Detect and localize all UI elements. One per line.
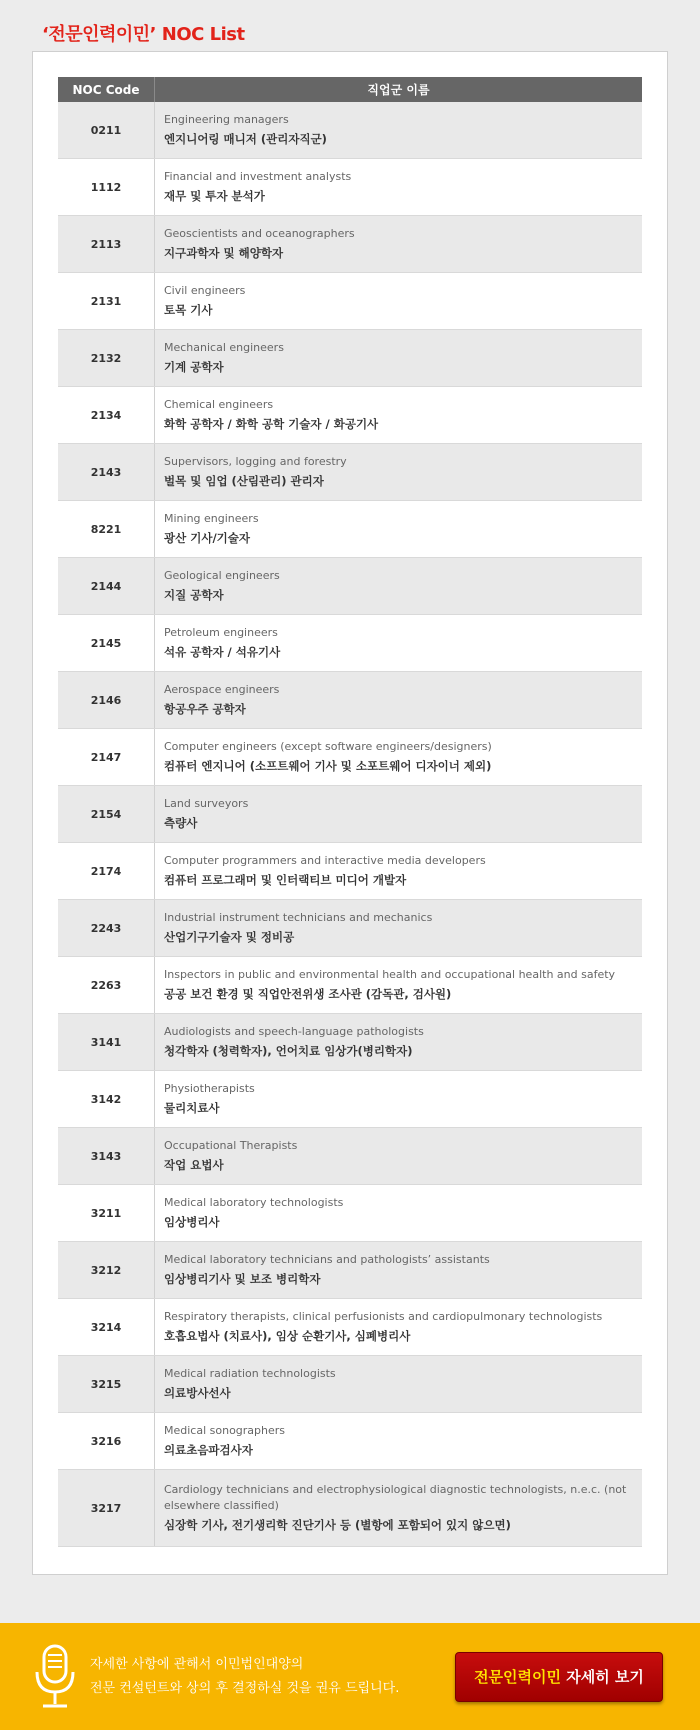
occupation-english-name: Mechanical engineers [164,340,284,354]
table-row [58,615,642,672]
occupation-korean-name: 의료방사선사 [164,1385,231,1400]
occupation-name-cell [155,843,643,900]
noc-code-cell: 3212 [58,1242,155,1299]
occupation-korean-name: 호흡요법사 (치료사), 임상 순환기사, 심폐병리사 [164,1328,411,1343]
occupation-english-name: Medical sonographers [164,1423,286,1437]
occupation-name-cell [155,615,643,672]
noc-code-cell: 2132 [58,330,155,387]
footer-message [90,1653,399,1701]
occupation-korean-name: 임상병리기사 및 보조 병리학자 [164,1271,321,1286]
noc-code-cell: 3217 [58,1470,155,1547]
occupation-name-cell [155,1128,643,1185]
table-row [58,729,642,786]
table-row [58,1356,642,1413]
occupation-korean-name: 의료초음파검사자 [164,1442,253,1457]
occupation-name-cell [155,159,643,216]
occupation-english-name: Audiologists and speech-language pathologists [164,1024,424,1038]
occupation-name-cell [155,1413,643,1470]
occupation-name-cell [155,330,643,387]
table-row [58,1470,642,1547]
occupation-english-name: Respiratory therapists, clinical perfusionists and cardiopulmonary technologists [164,1309,603,1323]
occupation-korean-name: 청각학자 (청력학자), 언어치료 임상가(병리학자) [164,1043,413,1058]
noc-code-cell: 3143 [58,1128,155,1185]
occupation-name-cell [155,444,643,501]
occupation-korean-name: 컴퓨터 프로그래머 및 인터랙티브 미디어 개발자 [164,872,407,887]
occupation-name-cell [155,900,643,957]
occupation-korean-name: 석유 공학자 / 석유기사 [164,644,281,659]
occupation-korean-name: 항공우주 공학자 [164,701,246,716]
occupation-korean-name: 토목 기사 [164,302,213,317]
occupation-english-name: Inspectors in public and environmental health and occupational health and safety [164,967,616,981]
noc-code-cell: 2146 [58,672,155,729]
microphone-icon [33,1644,77,1714]
occupation-korean-name: 재무 및 투자 분석가 [164,188,265,203]
occupation-name-cell [155,102,643,159]
noc-code-cell: 2243 [58,900,155,957]
occupation-english-name: Computer programmers and interactive media developers [164,853,486,867]
occupation-english-name: Mining engineers [164,511,259,525]
occupation-english-name: Physiotherapists [164,1081,255,1095]
table-row [58,159,642,216]
table-row [58,672,642,729]
noc-code-cell: 3211 [58,1185,155,1242]
occupation-name-cell [155,1071,643,1128]
occupation-name-cell [155,786,643,843]
footer-message-line2: 전문 컨설턴트와 상의 후 결정하실 것을 권유 드립니다. [90,1681,400,1696]
noc-code-cell: 2263 [58,957,155,1014]
occupation-english-name: Medical radiation technologists [164,1366,336,1380]
occupation-name-cell [155,729,643,786]
noc-code-cell: 8221 [58,501,155,558]
occupation-english-name: Cardiology technicians and electrophysiological diagnostic technologists, n.e.c. (not elsewhere classified) [164,1482,627,1512]
noc-code-cell: 2147 [58,729,155,786]
noc-table [58,77,642,1547]
noc-code-cell: 2145 [58,615,155,672]
occupation-korean-name: 지구과학자 및 해양학자 [164,245,284,260]
occupation-korean-name: 기계 공학자 [164,359,224,374]
details-button[interactable] [455,1652,663,1702]
table-row [58,786,642,843]
occupation-name-cell [155,1014,643,1071]
noc-code-cell: 2134 [58,387,155,444]
noc-code-cell: 3216 [58,1413,155,1470]
table-row [58,900,642,957]
occupation-english-name: Geological engineers [164,568,280,582]
occupation-english-name: Chemical engineers [164,397,274,411]
noc-code-cell: 2174 [58,843,155,900]
noc-code-cell: 3215 [58,1356,155,1413]
table-row [58,501,642,558]
occupation-korean-name: 엔지니어링 매니저 (관리자직군) [164,131,327,146]
table-row [58,1413,642,1470]
table-row [58,1185,642,1242]
noc-list-panel [32,51,668,1575]
noc-code-cell: 3214 [58,1299,155,1356]
noc-code-cell: 3141 [58,1014,155,1071]
occupation-korean-name: 산업기구기술자 및 정비공 [164,929,295,944]
footer-message-line1: 자세한 사항에 관해서 이민법인대양의 [90,1657,304,1672]
table-row [58,1014,642,1071]
noc-code-cell: 3142 [58,1071,155,1128]
noc-code-cell: 2143 [58,444,155,501]
noc-code-cell: 0211 [58,102,155,159]
details-button-label: 자세히 보기 [561,1668,644,1686]
occupation-korean-name: 광산 기사/기술자 [164,530,250,545]
occupation-english-name: Computer engineers (except software engineers/designers) [164,739,492,753]
occupation-name-cell [155,1299,643,1356]
noc-code-cell: 2154 [58,786,155,843]
occupation-name-header: 직업군 이름 [155,77,643,102]
noc-code-cell: 2113 [58,216,155,273]
occupation-korean-name: 심장학 기사, 전기생리학 진단기사 등 (별항에 포함되어 있지 않으면) [164,1517,511,1532]
occupation-korean-name: 공공 보건 환경 및 직업안전위생 조사관 (감독관, 검사원) [164,986,452,1001]
occupation-korean-name: 지질 공학자 [164,587,224,602]
occupation-name-cell [155,1185,643,1242]
table-header-row [58,77,642,102]
table-row [58,273,642,330]
details-button-highlight: 전문인력이민 [474,1668,562,1686]
occupation-name-cell [155,1356,643,1413]
occupation-english-name: Supervisors, logging and forestry [164,454,347,468]
occupation-english-name: Occupational Therapists [164,1138,298,1152]
occupation-korean-name: 물리치료사 [164,1100,220,1115]
noc-code-header: NOC Code [58,77,155,102]
occupation-korean-name: 임상병리사 [164,1214,220,1229]
occupation-english-name: Aerospace engineers [164,682,280,696]
occupation-name-cell [155,672,643,729]
occupation-name-cell [155,1470,643,1547]
occupation-name-cell [155,273,643,330]
occupation-korean-name: 측량사 [164,815,198,830]
occupation-name-cell [155,216,643,273]
occupation-english-name: Land surveyors [164,796,249,810]
table-row [58,1071,642,1128]
occupation-english-name: Medical laboratory technologists [164,1195,344,1209]
occupation-english-name: Industrial instrument technicians and mechanics [164,910,433,924]
table-row [58,957,642,1014]
table-row [58,1299,642,1356]
noc-code-cell: 2144 [58,558,155,615]
page-title: ‘전문인력이민’ NOC List [42,24,245,45]
occupation-english-name: Geoscientists and oceanographers [164,226,355,240]
occupation-english-name: Petroleum engineers [164,625,278,639]
footer-banner [0,1623,700,1730]
occupation-korean-name: 화학 공학자 / 화학 공학 기술자 / 화공기사 [164,416,379,431]
noc-code-cell: 2131 [58,273,155,330]
occupation-english-name: Medical laboratory technicians and pathologists’ assistants [164,1252,490,1266]
occupation-name-cell [155,558,643,615]
occupation-name-cell [155,1242,643,1299]
table-row [58,387,642,444]
occupation-korean-name: 벌목 및 임업 (산림관리) 관리자 [164,473,324,488]
table-row [58,216,642,273]
noc-code-cell: 1112 [58,159,155,216]
occupation-name-cell [155,387,643,444]
occupation-english-name: Financial and investment analysts [164,169,352,183]
occupation-name-cell [155,501,643,558]
table-row [58,1128,642,1185]
occupation-name-cell [155,957,643,1014]
occupation-english-name: Civil engineers [164,283,246,297]
table-row [58,558,642,615]
table-row [58,1242,642,1299]
occupation-korean-name: 작업 요법사 [164,1157,224,1172]
table-row [58,843,642,900]
occupation-korean-name: 컴퓨터 엔지니어 (소프트웨어 기사 및 소포트웨어 디자이너 제외) [164,758,492,773]
occupation-english-name: Engineering managers [164,112,289,126]
noc-table-body [58,102,642,1547]
table-row [58,444,642,501]
table-row [58,102,642,159]
table-row [58,330,642,387]
